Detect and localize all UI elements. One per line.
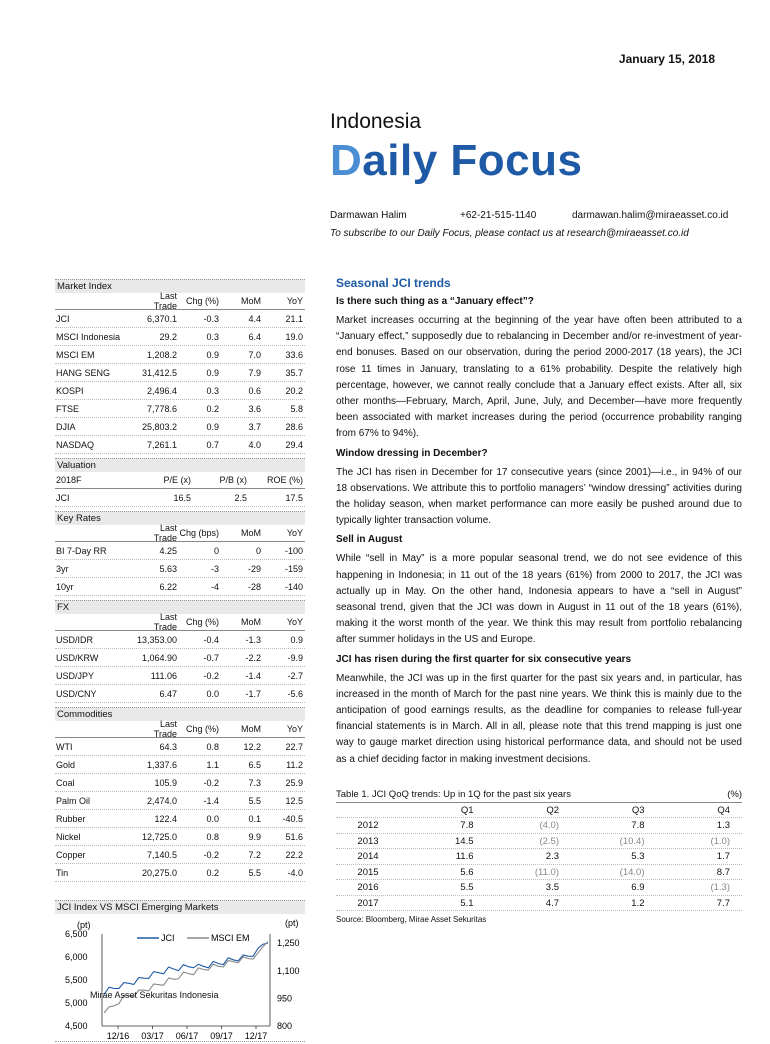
row-label: NASDAQ xyxy=(56,439,95,450)
cell-value: 1,064.90 xyxy=(141,652,177,663)
cell-value: 35.7 xyxy=(285,367,303,378)
y-right-unit: (pt) xyxy=(285,918,299,928)
table-row xyxy=(55,310,305,328)
chart-svg xyxy=(55,914,305,1042)
cell-value: 12.2 xyxy=(243,741,261,752)
cell-value: 0.3 xyxy=(206,385,219,396)
table1-value: (4.0) xyxy=(539,820,559,832)
table-row xyxy=(55,382,305,400)
table1-value: 5.1 xyxy=(460,897,474,909)
cell-value: 6,370.1 xyxy=(146,313,177,324)
cell-value: 3.7 xyxy=(248,421,261,432)
cell-value: 105.9 xyxy=(154,777,177,788)
cell-value: 22.7 xyxy=(285,741,303,752)
article-sections xyxy=(336,296,742,768)
cell-value: 33.6 xyxy=(285,349,303,360)
table-row xyxy=(55,578,305,596)
table1-source: Source: Bloomberg, Mirae Asset Sekuritas xyxy=(336,915,487,925)
cell-value: 12,725.0 xyxy=(141,831,177,842)
row-label: Gold xyxy=(56,759,76,770)
commodities-section xyxy=(55,707,305,882)
cell-value: 20.2 xyxy=(285,385,303,396)
cell-value: -0.2 xyxy=(203,777,219,788)
table1-value: 8.7 xyxy=(716,866,730,878)
table-row xyxy=(55,631,305,649)
table1-value: (10.4) xyxy=(619,835,645,847)
column-header: Chg (bps) xyxy=(179,528,219,538)
table-row xyxy=(55,542,305,560)
market-index-title: Market Index xyxy=(55,279,305,293)
table1-value: (1.3) xyxy=(710,882,730,894)
cell-value: 0.9 xyxy=(206,367,219,378)
y-left-unit: (pt) xyxy=(77,920,91,930)
row-label: USD/KRW xyxy=(56,652,99,663)
table-row xyxy=(55,560,305,578)
table-header-row xyxy=(55,293,305,310)
table1-column-header: Q1 xyxy=(460,804,474,816)
table1-value: 1.3 xyxy=(716,820,730,832)
valuation-title: Valuation xyxy=(55,458,305,472)
section-heading: Sell in August xyxy=(336,534,403,546)
table1-row xyxy=(336,880,742,896)
cell-value: 0.8 xyxy=(206,831,219,842)
section-paragraph: Market increases occurring at the beginning of the year have often been attributed to a “January effect,” supposedly due to rebalancing in December and/or re-investment of year-end bonuses. Based on our observation, during the period 2000-2017 (18 years), the JCI rose 11 times in January, translating to a 61% probability. Despite the relatively high percentage, however, we cannot really conclude that a January effect exists. After all, six other months—February, March, April, June, July, and December—have more frequently been associated with market increases during the period (occurrence probability ranging from 67% to 94%). xyxy=(336,315,742,440)
cell-value: 1,337.6 xyxy=(146,759,177,770)
column-header: P/B (x) xyxy=(219,475,247,485)
column-header: YoY xyxy=(286,528,303,538)
cell-value: 64.3 xyxy=(159,741,177,752)
column-header: ROE (%) xyxy=(267,475,303,485)
cell-value: 22.2 xyxy=(285,849,303,860)
table1-value: 2.3 xyxy=(545,851,559,863)
row-label: WTI xyxy=(56,741,73,752)
column-header: YoY xyxy=(286,296,303,306)
market-tables xyxy=(55,279,305,882)
cell-value: -4 xyxy=(210,581,219,592)
cell-value: 0.9 xyxy=(206,421,219,432)
table-header-row xyxy=(55,721,305,738)
cell-value: 9.9 xyxy=(248,831,261,842)
column-header: Chg (%) xyxy=(185,724,219,734)
cell-value: 7.2 xyxy=(248,849,261,860)
cell-value: 0.0 xyxy=(206,813,219,824)
cell-value: -0.2 xyxy=(203,849,219,860)
table-row xyxy=(55,738,305,756)
x-tick-label: 12/16 xyxy=(106,1031,130,1041)
column-header: MoM xyxy=(241,528,261,538)
chart-title: JCI Index VS MSCI Emerging Markets xyxy=(55,900,305,914)
column-header: Chg (%) xyxy=(185,296,219,306)
table1-column-header: Q2 xyxy=(546,804,559,816)
brand-first-letter: D xyxy=(330,136,363,185)
table-row xyxy=(55,774,305,792)
article-column xyxy=(336,276,742,924)
cell-value: 5.5 xyxy=(248,867,261,878)
analyst-name: Darmawan Halim xyxy=(330,210,407,221)
cell-value: 6.5 xyxy=(248,759,261,770)
cell-value: -29 xyxy=(247,563,261,574)
y-right-tick-label: 800 xyxy=(277,1021,293,1031)
row-label: FTSE xyxy=(56,403,80,414)
table-row xyxy=(55,436,305,454)
y-left-tick-label: 6,000 xyxy=(65,952,88,962)
cell-value: 13,353.00 xyxy=(137,634,178,645)
cell-value: 0.0 xyxy=(206,688,219,699)
key-rates-title: Key Rates xyxy=(55,511,305,525)
table-row xyxy=(55,649,305,667)
table-header-row xyxy=(55,614,305,631)
cell-value: -1.3 xyxy=(245,634,262,645)
cell-value: 6.4 xyxy=(248,331,261,342)
cell-value: 16.5 xyxy=(173,492,191,503)
table1-header-row xyxy=(336,803,742,819)
cell-value: -1.4 xyxy=(203,795,219,806)
cell-value: 12.5 xyxy=(285,795,303,806)
section-heading: Window dressing in December? xyxy=(336,447,488,459)
legend-label-msci-em: MSCI EM xyxy=(211,933,250,943)
cell-value: 2.5 xyxy=(234,492,247,503)
cell-value: 29.2 xyxy=(159,331,177,342)
cell-value: -1.7 xyxy=(245,688,261,699)
table1-title: Table 1. JCI QoQ trends: Up in 1Q for the past six years xyxy=(336,788,571,800)
contact-line xyxy=(330,210,740,221)
table1-value: (14.0) xyxy=(619,866,645,878)
cell-value: 11.2 xyxy=(286,759,303,770)
row-label: Tin xyxy=(56,867,69,878)
cell-value: 0.1 xyxy=(248,813,261,824)
row-label: HANG SENG xyxy=(56,367,111,378)
row-label: 10yr xyxy=(56,581,74,592)
table1-year: 2016 xyxy=(357,882,379,894)
fx-section xyxy=(55,600,305,703)
column-header: 2018F xyxy=(56,475,82,485)
subscribe-note: To subscribe to our Daily Focus, please contact us at research@miraeasset.co.id xyxy=(330,228,689,239)
cell-value: 1.1 xyxy=(206,759,219,770)
table1-value: 5.6 xyxy=(460,866,474,878)
column-header: Last Trade xyxy=(153,523,177,543)
analyst-phone: +62-21-515-1140 xyxy=(460,210,537,221)
table-row xyxy=(55,792,305,810)
fx-title: FX xyxy=(55,600,305,614)
cell-value: 3.6 xyxy=(248,403,261,414)
table1-unit: (%) xyxy=(727,788,742,800)
column-header: Last Trade xyxy=(153,719,177,739)
cell-value: 7.0 xyxy=(248,349,261,360)
cell-value: 111.06 xyxy=(150,670,177,681)
cell-value: 0.2 xyxy=(206,403,219,414)
y-right-tick-label: 1,250 xyxy=(277,938,300,949)
table1-year: 2015 xyxy=(357,866,379,878)
cell-value: -2.7 xyxy=(287,670,303,681)
valuation-section xyxy=(55,458,305,507)
cell-value: 25,803.2 xyxy=(141,421,177,432)
table-row xyxy=(55,685,305,703)
series-line-jci xyxy=(104,943,268,995)
table1-row xyxy=(336,849,742,865)
commodities-title: Commodities xyxy=(55,707,305,721)
x-tick-label: 03/17 xyxy=(141,1031,164,1041)
row-label: USD/IDR xyxy=(56,634,94,645)
table-row xyxy=(55,810,305,828)
table1-year: 2013 xyxy=(357,835,379,847)
cell-value: 2,496.4 xyxy=(146,385,177,396)
table-row xyxy=(55,667,305,685)
series-line-msci-em xyxy=(104,942,268,1013)
table1-value: 7.8 xyxy=(460,820,474,832)
jci-vs-msci-chart xyxy=(55,914,305,1042)
cell-value: 6.22 xyxy=(159,581,177,592)
cell-value: -140 xyxy=(284,581,303,592)
table1-value: 7.7 xyxy=(716,897,730,909)
cell-value: -1.4 xyxy=(245,670,261,681)
cell-value: 0.3 xyxy=(206,331,219,342)
table1-value: 6.9 xyxy=(631,882,645,894)
column-header: Last Trade xyxy=(153,612,177,632)
cell-value: 5.8 xyxy=(290,403,303,414)
cell-value: -28 xyxy=(247,581,261,592)
cell-value: 0.7 xyxy=(206,439,219,450)
table1-value: 1.2 xyxy=(631,897,645,909)
section-paragraph: While “sell in May” is a more popular seasonal trend, we do not see evidence of this happening in Indonesia; in 11 out of the 18 years (61%) from 2000 to 2017, the JCI was actually up in May. On the other hand, Indonesia appears to have a “sell in August” seasonal trend, given that the JCI was down in August in 11 out of the 18 years (61%), making it the worst month of the year. We think this may result from portfolio rebalancing after summer holidays in the US and Europe. xyxy=(336,553,742,646)
cell-value: -0.2 xyxy=(203,670,219,681)
table-header-row xyxy=(55,472,305,489)
article-title: Seasonal JCI trends xyxy=(336,276,451,290)
cell-value: 17.5 xyxy=(285,492,303,503)
cell-value: -5.6 xyxy=(287,688,303,699)
table1-year: 2012 xyxy=(357,820,379,832)
column-header: YoY xyxy=(286,617,303,627)
table1-value: 5.3 xyxy=(631,851,645,863)
table-row xyxy=(55,828,305,846)
cell-value: 21.1 xyxy=(285,313,303,324)
table-row xyxy=(55,346,305,364)
cell-value: 4.0 xyxy=(248,439,261,450)
cell-value: 5.5 xyxy=(248,795,261,806)
footer-company: Mirae Asset Sekuritas Indonesia xyxy=(90,990,219,1000)
market-index-section xyxy=(55,279,305,454)
table1-year: 2017 xyxy=(357,897,379,909)
country-title: Indonesia xyxy=(330,110,422,133)
section-heading: Is there such thing as a “January effect”? xyxy=(336,296,534,307)
row-label: MSCI Indonesia xyxy=(56,331,121,342)
table1-value: 1.7 xyxy=(716,851,730,863)
table-header-row xyxy=(55,525,305,542)
column-header: MoM xyxy=(241,617,261,627)
table1-value: 11.6 xyxy=(455,851,474,863)
cell-value: -100 xyxy=(284,545,303,556)
column-header: P/E (x) xyxy=(163,475,191,485)
cell-value: 6.47 xyxy=(159,688,177,699)
x-tick-label: 12/17 xyxy=(244,1031,268,1041)
row-label: JCI xyxy=(56,313,70,324)
table1-value: 5.5 xyxy=(460,882,474,894)
cell-value: -2.2 xyxy=(245,652,261,663)
cell-value: 31,412.5 xyxy=(141,367,177,378)
column-header: Last Trade xyxy=(153,291,177,311)
column-header: MoM xyxy=(241,724,261,734)
table-row xyxy=(55,400,305,418)
table1-row xyxy=(336,865,742,881)
y-left-tick-label: 4,500 xyxy=(65,1021,88,1031)
row-label: BI 7-Day RR xyxy=(56,545,107,556)
y-left-tick-label: 5,500 xyxy=(65,975,88,985)
cell-value: 7.9 xyxy=(248,367,261,378)
cell-value: 7,778.6 xyxy=(146,403,177,414)
cell-value: -3 xyxy=(210,563,219,574)
table-row xyxy=(55,846,305,864)
table-row xyxy=(55,364,305,382)
table-row xyxy=(55,489,305,507)
cell-value: 25.9 xyxy=(285,777,303,788)
table-row xyxy=(55,418,305,436)
section-heading: JCI has risen during the first quarter for six consecutive years xyxy=(336,653,632,665)
column-header: Chg (%) xyxy=(185,617,219,627)
table1-value: 4.7 xyxy=(545,897,559,909)
market-data-column xyxy=(55,279,305,1042)
column-header: MoM xyxy=(241,296,261,306)
analyst-email[interactable]: darmawan.halim@miraeasset.co.id xyxy=(572,210,729,221)
table1-value: (2.5) xyxy=(539,835,559,847)
cell-value: 20,275.0 xyxy=(141,867,177,878)
cell-value: 5.63 xyxy=(159,563,177,574)
brand-rest: aily Focus xyxy=(362,136,583,185)
row-label: Rubber xyxy=(56,813,86,824)
cell-value: 2,474.0 xyxy=(146,795,177,806)
cell-value: -0.7 xyxy=(203,652,219,663)
row-label: JCI xyxy=(56,492,70,503)
cell-value: 0 xyxy=(255,545,261,556)
cell-value: 0.6 xyxy=(248,385,261,396)
table1-row xyxy=(336,818,742,834)
table-row xyxy=(55,328,305,346)
table1-row xyxy=(336,834,742,850)
row-label: DJIA xyxy=(56,421,76,432)
section-paragraph: Meanwhile, the JCI was up in the first quarter for the past six years and, in particular, has increased in the month of March for the past nine years. We think this is mainly due to the anticipation of good earnings results, as the deadline for companies to release full-year financial statements is in March. All in all, please note that this trend mapping is just one way to gauge market direction using historical performance data, and should not be used as a chief deciding factor in making investment decisions. xyxy=(336,672,742,765)
y-left-tick-label: 6,500 xyxy=(65,929,88,939)
cell-value: 28.6 xyxy=(285,421,303,432)
report-date: January 15, 2018 xyxy=(618,52,715,66)
x-tick-label: 06/17 xyxy=(175,1031,199,1041)
table1-value: 14.5 xyxy=(455,835,474,847)
cell-value: -159 xyxy=(284,563,303,574)
table1-value: (11.0) xyxy=(534,866,559,878)
cell-value: 0.2 xyxy=(206,867,219,878)
cell-value: 0.9 xyxy=(206,349,219,360)
cell-value: 4.4 xyxy=(248,313,261,324)
cell-value: 122.4 xyxy=(154,813,177,824)
table1-row xyxy=(336,896,742,912)
cell-value: 7.3 xyxy=(248,777,261,788)
cell-value: 0 xyxy=(213,545,219,556)
table1-value: (1.0) xyxy=(710,835,730,847)
y-right-tick-label: 1,100 xyxy=(277,965,300,976)
row-label: Nickel xyxy=(56,831,81,842)
cell-value: 1,208.2 xyxy=(146,349,177,360)
cell-value: -0.3 xyxy=(203,313,219,324)
y-left-tick-label: 5,000 xyxy=(65,998,88,1008)
cell-value: 51.6 xyxy=(285,831,303,842)
x-tick-label: 09/17 xyxy=(210,1031,233,1041)
cell-value: -40.5 xyxy=(282,813,303,824)
cell-value: 0.9 xyxy=(290,634,303,645)
section-paragraph: The JCI has risen in December for 17 consecutive years (since 2001)—i.e., in 94% of our 18 observations. We attribute this to portfolio managers’ “window dressing” activities during the holiday season, when market performance can more easily be pushed around due to typically lighter transaction volume. xyxy=(336,466,742,527)
cell-value: 7,140.5 xyxy=(146,849,177,860)
table1-column-header: Q4 xyxy=(717,804,730,816)
row-label: KOSPI xyxy=(56,385,84,396)
table1-year: 2014 xyxy=(357,851,379,863)
row-label: MSCI EM xyxy=(56,349,95,360)
legend-label-jci: JCI xyxy=(161,933,175,943)
y-right-tick-label: 950 xyxy=(277,993,293,1004)
cell-value: 29.4 xyxy=(285,439,303,450)
cell-value: 0.8 xyxy=(206,741,219,752)
cell-value: 4.25 xyxy=(159,545,177,556)
cell-value: -4.0 xyxy=(287,867,303,878)
table-row xyxy=(55,864,305,882)
brand-title xyxy=(330,136,582,186)
row-label: 3yr xyxy=(56,563,69,574)
row-label: Coal xyxy=(56,777,75,788)
table1-value: 3.5 xyxy=(545,882,559,894)
row-label: USD/JPY xyxy=(56,670,95,681)
table-row xyxy=(55,756,305,774)
cell-value: 19.0 xyxy=(285,331,303,342)
column-header: YoY xyxy=(286,724,303,734)
row-label: Palm Oil xyxy=(56,795,91,806)
table1-value: 7.8 xyxy=(631,820,645,832)
key-rates-section xyxy=(55,511,305,596)
table1-title-row xyxy=(336,789,742,803)
row-label: Copper xyxy=(56,849,86,860)
cell-value: 7,261.1 xyxy=(146,439,177,450)
table1 xyxy=(336,803,742,912)
row-label: USD/CNY xyxy=(56,688,97,699)
cell-value: -9.9 xyxy=(287,652,303,663)
table1-column-header: Q3 xyxy=(631,804,645,816)
cell-value: -0.4 xyxy=(203,634,220,645)
